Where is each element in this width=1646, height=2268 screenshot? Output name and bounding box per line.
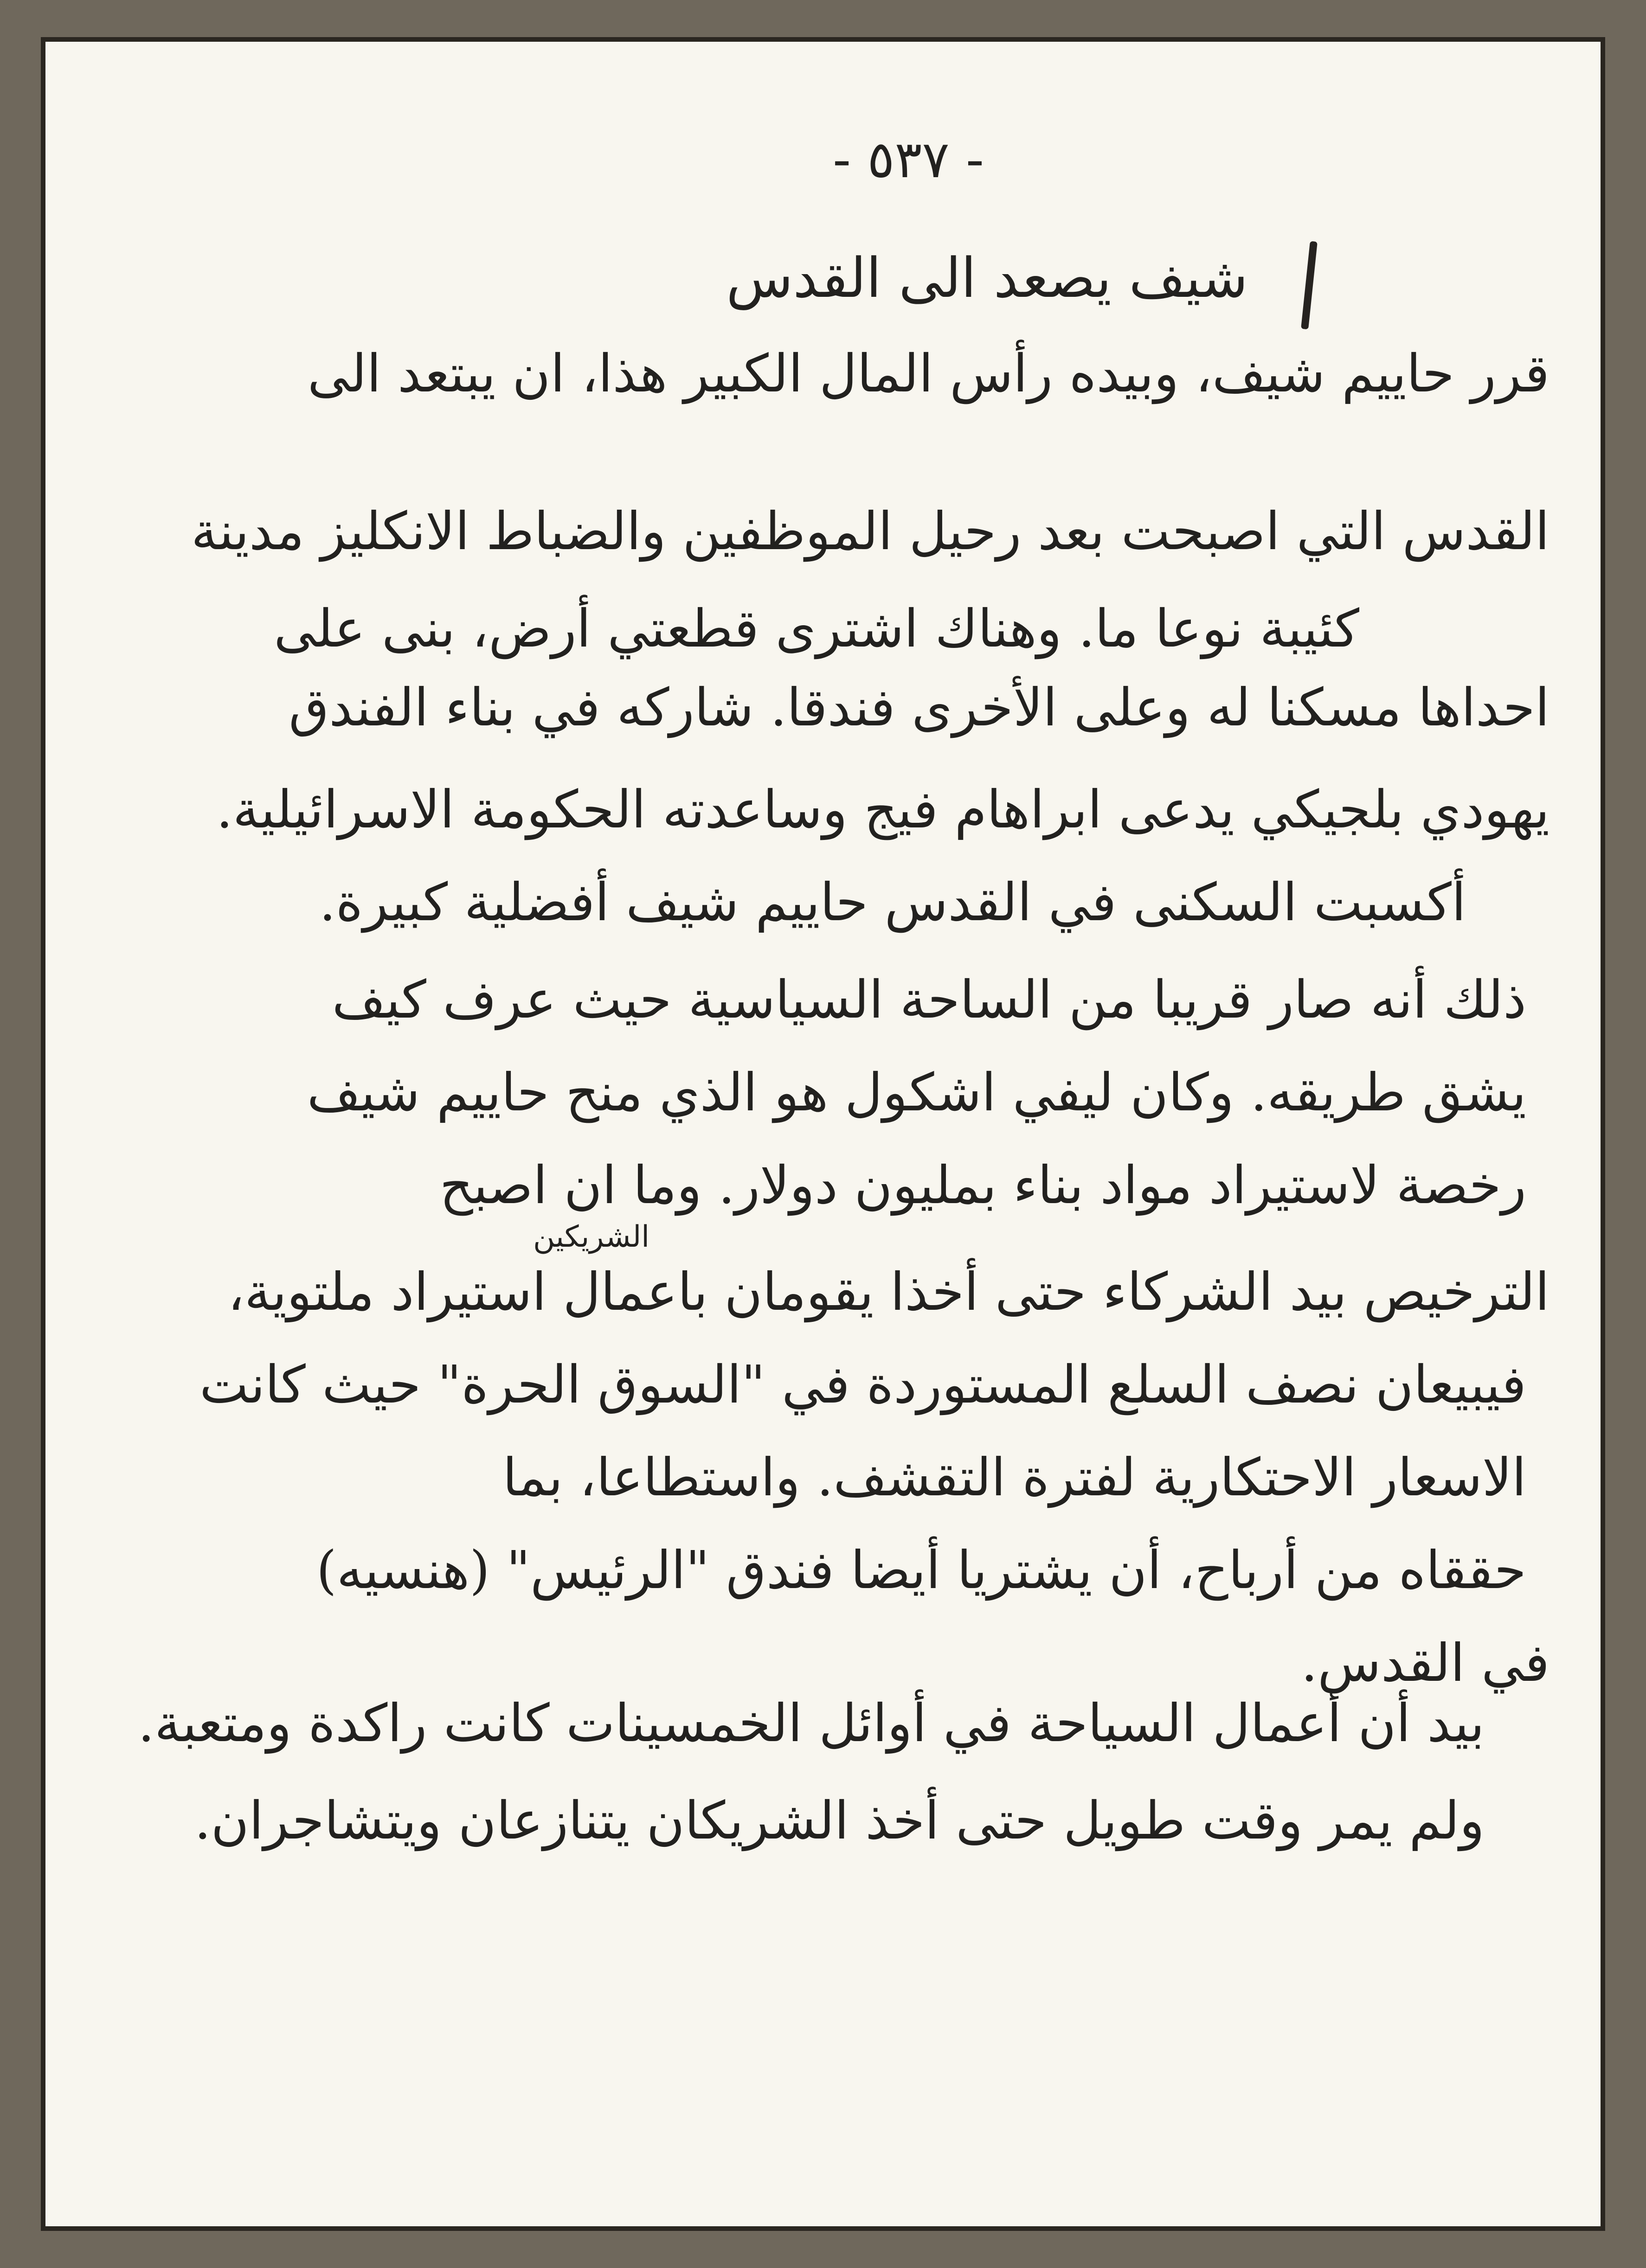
text-line: يهودي بلجيكي يدعى ابراهام فيج وساعدته الحكومة الاسرائيلية.: [216, 780, 1550, 840]
text-line: كئيبة نوعا ما. وهناك اشترى قطعتي أرض، بنى على: [274, 599, 1359, 659]
text-line: حققاه من أرباح، أن يشتريا أيضا فندق "الرئيس" (هنسيه): [316, 1540, 1526, 1601]
section-title: شيف يصعد الى القدس: [726, 246, 1248, 310]
text-line: يشق طريقه. وكان ليفي اشكول هو الذي منح حاييم شيف: [307, 1063, 1526, 1123]
text-line: أكسبت السكنى في القدس حاييم شيف أفضلية كبيرة.: [319, 872, 1466, 933]
handwritten-insertion: الشريكين: [533, 1220, 649, 1254]
page-number: - ٥٣٧ -: [832, 130, 984, 189]
text-line: بيد أن أعمال السياحة في أوائل الخمسينات كانت راكدة ومتعبة.: [138, 1693, 1485, 1754]
manuscript-page: [41, 37, 1605, 2231]
text-line: احداها مسكنا له وعلى الأخرى فندقا. شاركه في بناء الفندق: [289, 678, 1550, 738]
section-marker: [1301, 241, 1318, 330]
text-line: رخصة لاستيراد مواد بناء بمليون دولار. وما ان اصبح: [439, 1155, 1526, 1216]
text-line: فيبيعان نصف السلع المستوردة في "السوق الحرة" حيث كانت: [199, 1355, 1526, 1415]
text-line: الاسعار الاحتكارية لفترة التقشف. واستطاعا، بما: [502, 1448, 1526, 1508]
text-line: ذلك أنه صار قريبا من الساحة السياسية حيث عرف كيف: [332, 970, 1526, 1030]
text-line: في القدس.: [1301, 1633, 1550, 1693]
text-line: الترخيص بيد الشركاء حتى أخذا يقومان باعمال استيراد ملتوية،: [227, 1262, 1550, 1322]
text-line: ولم يمر وقت طويل حتى أخذ الشريكان يتنازعان ويتشاجران.: [194, 1791, 1485, 1851]
text-line: القدس التي اصبحت بعد رحيل الموظفين والضباط الانكليز مدينة: [191, 501, 1550, 562]
text-line: قرر حاييم شيف، وبيده رأس المال الكبير هذا، ان يبتعد الى: [307, 344, 1550, 404]
